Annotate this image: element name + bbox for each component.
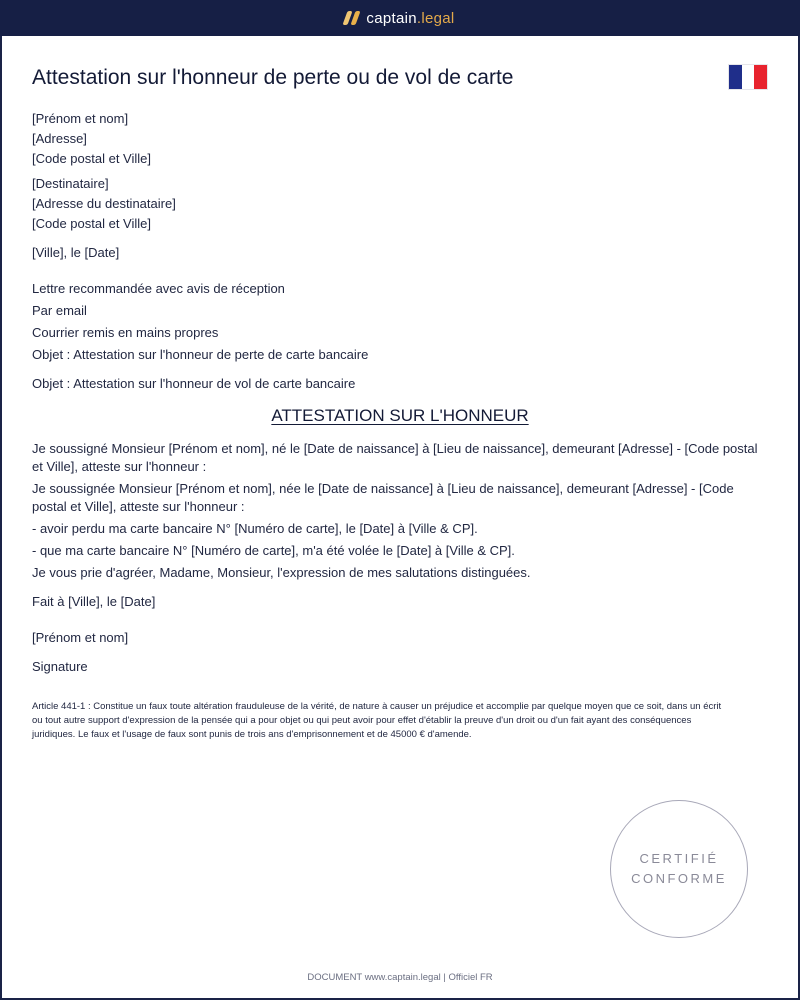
stamp-line-2: CONFORME — [631, 871, 727, 886]
captain-legal-logo-icon — [343, 11, 361, 25]
delivery-hand: Courrier remis en mains propres — [32, 325, 219, 340]
loss-statement: - avoir perdu ma carte bancaire N° [Numéro de carte], le [Date] à [Ville & CP]. — [32, 521, 478, 536]
certified-stamp — [610, 800, 748, 938]
place-date: [Ville], le [Date] — [32, 245, 120, 260]
object-loss: Objet : Attestation sur l'honneur de perte de carte bancaire — [32, 347, 369, 362]
sender-name: [Prénom et nom] — [32, 111, 129, 126]
footer-text: DOCUMENT www.captain.legal | Officiel FR — [307, 972, 493, 983]
recipient-postal-city: [Code postal et Ville] — [32, 216, 151, 231]
declaration-female: Je soussignée Monsieur [Prénom et nom], née le [Date de naissance] à [Lieu de naissance], demeurant [Adresse] - [Code postal et Ville], atteste sur l'honneur : — [32, 481, 734, 514]
attestation-heading: ATTESTATION SUR L'HONNEUR — [271, 406, 529, 425]
france-flag-icon — [729, 65, 767, 89]
done-at: Fait à [Ville], le [Date] — [32, 594, 156, 609]
brand-name: captain — [366, 9, 417, 27]
brand-logo[interactable] — [345, 10, 454, 27]
sender-address: [Adresse] — [32, 131, 87, 146]
stamp-line-1: CERTIFIÉ — [639, 851, 719, 866]
document-title: Attestation sur l'honneur de perte ou de vol de carte — [32, 66, 514, 89]
sender-postal-city: [Code postal et Ville] — [32, 151, 151, 166]
delivery-registered: Lettre recommandée avec avis de réception — [32, 281, 285, 296]
legal-notice: Article 441-1 : Constitue un faux toute altération frauduleuse de la vérité, de nature à causer un préjudice et accomplie par quelque moyen que ce soit, dans un écrit ou tout autre support d'expression de la pensée qui a pour objet ou qui peut avoir pour effet d'établir la preuve d'un droit ou d'un fait ayant des conséquences juridiques. Le faux et l'usage de faux sont punis de trois ans d'emprisonnement et de 45000 € d'amende. — [32, 701, 722, 740]
recipient-address: [Adresse du destinataire] — [32, 196, 176, 211]
signer-name: [Prénom et nom] — [32, 630, 129, 645]
closing-formula: Je vous prie d'agréer, Madame, Monsieur, l'expression de mes salutations distinguées. — [32, 565, 531, 580]
brand-suffix: .legal — [416, 9, 455, 27]
delivery-email: Par email — [32, 303, 87, 318]
signature-label: Signature — [32, 659, 88, 674]
object-theft: Objet : Attestation sur l'honneur de vol de carte bancaire — [32, 376, 356, 391]
declaration-male: Je soussigné Monsieur [Prénom et nom], né le [Date de naissance] à [Lieu de naissance], demeurant [Adresse] - [Code postal et Ville], atteste sur l'honneur : — [32, 441, 758, 474]
top-bar — [0, 0, 800, 36]
document-page — [2, 36, 798, 998]
recipient-name: [Destinataire] — [32, 176, 109, 191]
theft-statement: - que ma carte bancaire N° [Numéro de carte], m'a été volée le [Date] à [Ville & CP]. — [32, 543, 515, 558]
